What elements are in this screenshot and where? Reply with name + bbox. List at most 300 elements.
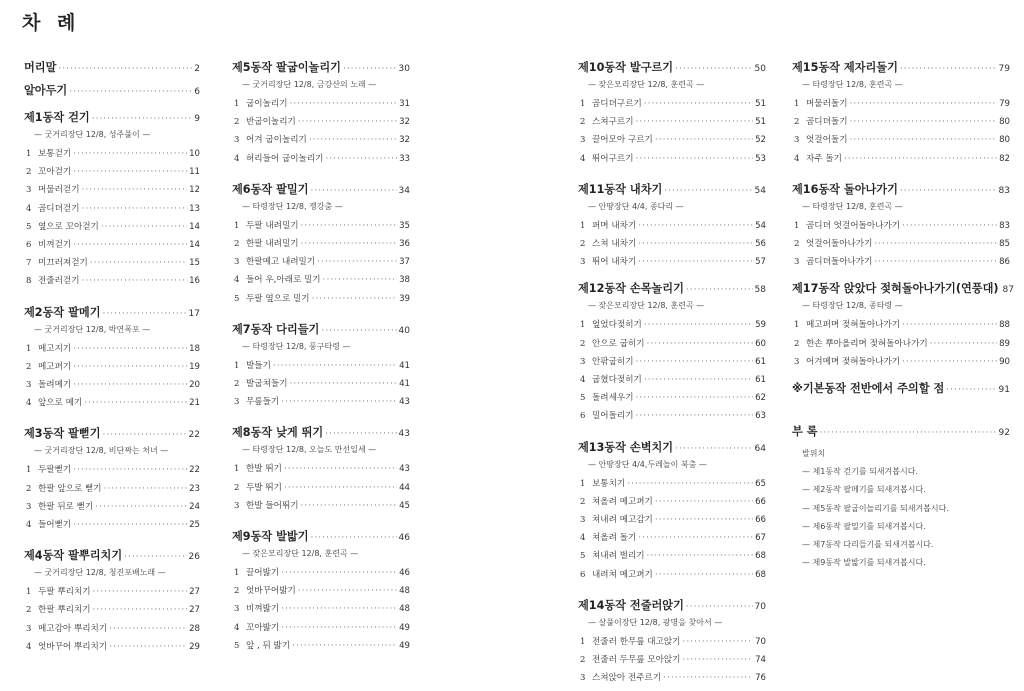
page-number: 20 (189, 380, 200, 391)
entry-number: 1 (234, 568, 240, 579)
page-number: 22 (189, 465, 200, 476)
page-number: 66 (755, 515, 766, 526)
toc-entry (26, 236, 200, 254)
toc-entry (580, 335, 766, 353)
dot-leader (675, 441, 752, 457)
page-number: 6 (194, 87, 200, 97)
toc-chapter-heading (578, 60, 766, 77)
entry-title: 발들기 (246, 360, 271, 371)
page-number: 67 (755, 533, 766, 544)
toc-chapter-heading (792, 424, 1010, 441)
toc-section (792, 182, 1010, 272)
entry-title: 발굽쳐들기 (246, 379, 288, 390)
page-number: 92 (998, 428, 1010, 439)
entry-number: 3 (580, 515, 586, 526)
toc-entry (580, 407, 766, 425)
entry-title: 곱디뎌 엇걸어돌아나가기 (806, 220, 901, 231)
toc-entry (580, 113, 766, 131)
page-number: 29 (189, 641, 200, 652)
entry-number: 5 (234, 293, 240, 304)
dot-leader (301, 217, 398, 235)
page-number: 32 (399, 135, 410, 146)
page-number: 68 (755, 569, 766, 580)
entry-number: 2 (580, 496, 586, 507)
toc-entry (26, 516, 200, 534)
toc-entry (794, 353, 1010, 371)
page-number: 35 (399, 220, 410, 231)
entry-number: 2 (234, 482, 240, 493)
entry-number: 1 (26, 343, 32, 354)
entry-number: 3 (580, 257, 586, 268)
page-number: 61 (755, 375, 766, 386)
page-number: 79 (999, 99, 1010, 109)
dot-leader (312, 290, 397, 308)
toc-entry (580, 389, 766, 407)
entry-number: 3 (26, 501, 32, 512)
entry-number: 7 (26, 258, 32, 269)
dot-leader (58, 61, 192, 77)
toc-entry (234, 582, 410, 600)
toc-section (792, 281, 1014, 371)
page-number: 37 (399, 257, 410, 268)
entry-number: 1 (794, 220, 800, 231)
entry-title: 뛰어구르기 (592, 153, 634, 164)
page-number: 83 (998, 185, 1010, 196)
toc-entry (234, 95, 410, 113)
toc-chapter-heading (578, 281, 766, 298)
toc-entry (794, 95, 1010, 113)
entry-number: 1 (794, 99, 800, 109)
toc-entry (580, 95, 766, 113)
dot-leader (73, 163, 187, 181)
chapter-title: 부 록 (792, 425, 818, 439)
entry-number: 3 (794, 135, 800, 146)
entry-number: 3 (26, 623, 32, 634)
entry-title: 끌어모아 구르기 (592, 135, 653, 146)
page-number: 49 (399, 640, 410, 651)
entry-number: 5 (580, 551, 586, 562)
toc-entry (580, 235, 766, 253)
entry-number: 3 (234, 135, 240, 146)
chapter-title: 제5동작 팔굽이놀리기 (232, 61, 341, 74)
entry-number: 1 (234, 360, 240, 371)
entry-number: 3 (580, 135, 586, 146)
dot-leader (663, 669, 753, 687)
toc-entry (234, 460, 410, 478)
chapter-subtitle: — 타령장단 12/8, 쟁강춤 — (242, 201, 343, 211)
dot-leader (82, 272, 188, 290)
dot-leader (655, 131, 753, 149)
dot-leader (109, 638, 187, 656)
toc-entry (26, 583, 200, 601)
dot-leader (281, 619, 397, 637)
page-number: 28 (189, 623, 200, 634)
entry-title: 비껴걷기 (38, 240, 72, 251)
entry-title: 엇바꾸어밟기 (246, 586, 296, 597)
entry-title: 앞 , 뒤 밟기 (246, 640, 291, 651)
dot-leader (298, 113, 397, 131)
chapter-title: 머리말 (24, 61, 57, 74)
toc-entry (26, 480, 200, 498)
entry-title: 어겨메며 젖혀돌아나가기 (806, 356, 901, 367)
toc-entry (580, 529, 766, 547)
toc-entry (794, 335, 1010, 353)
entry-number: 2 (26, 605, 32, 616)
dot-leader (93, 583, 188, 601)
dot-leader (325, 426, 396, 442)
page-number: 63 (755, 411, 766, 422)
page-number: 38 (399, 275, 410, 286)
toc-entry (26, 638, 200, 656)
dot-leader (655, 493, 753, 511)
chapter-subtitle: — 굿거리장단 12/8, 성주풀이 — (34, 130, 151, 139)
entry-title: 한팔 뒤로 뻗기 (38, 501, 94, 512)
dot-leader (124, 549, 186, 565)
chapter-subtitle: — 타령장단 12/8, 종타령 — (802, 301, 903, 311)
page-number: 48 (399, 604, 410, 615)
entry-number: 2 (580, 338, 586, 349)
dot-leader (93, 601, 188, 619)
toc-chapter-heading (232, 529, 410, 546)
toc-section (24, 110, 200, 291)
page-number: 61 (755, 356, 766, 367)
chapter-subtitle: — 타령장단 12/8, 오늘도 만선일세 — (242, 445, 377, 455)
page-number: 54 (755, 220, 766, 231)
toc-entry (580, 566, 766, 584)
entry-number: 2 (234, 239, 240, 250)
toc-entry (580, 547, 766, 565)
dot-leader (73, 376, 187, 394)
entry-title: 꼬아밟기 (246, 622, 280, 633)
entry-number: 1 (580, 220, 586, 231)
entry-number: 4 (580, 533, 586, 544)
page-number: 79 (998, 64, 1010, 74)
chapter-title: 제1동작 걷기 (24, 111, 90, 124)
dot-leader (820, 425, 997, 441)
toc-chapter-heading (232, 425, 410, 442)
entry-title: 어겨 굽이놀리기 (246, 135, 307, 146)
toc-section (578, 440, 766, 584)
toc-chapter-heading (792, 60, 1010, 77)
page-number: 43 (398, 429, 410, 440)
entry-number: 3 (794, 356, 800, 367)
chapter-title: 제17동작 앉았다 젖혀돌아나가기(연풍대) (792, 282, 999, 296)
page-number: 30 (398, 64, 410, 74)
entry-number: 2 (234, 379, 240, 390)
entry-title: 메고지기 (38, 343, 72, 354)
page-number: 18 (189, 343, 200, 354)
dot-leader (644, 316, 753, 334)
toc-chapter-heading (24, 83, 200, 100)
dot-leader (90, 254, 187, 272)
entry-title: 무릎들기 (246, 397, 280, 408)
dot-leader (101, 218, 187, 236)
dot-leader (292, 637, 397, 655)
page-number: 48 (399, 586, 410, 597)
toc-entry (26, 376, 200, 394)
page-number: 54 (754, 185, 766, 196)
toc-chapter-heading (24, 548, 200, 565)
dot-leader (850, 131, 998, 149)
dot-leader (84, 394, 187, 412)
toc-entry (580, 511, 766, 529)
entry-number: 3 (580, 673, 586, 684)
dot-leader (850, 95, 998, 113)
entry-title: 옆으로 꼬아걷기 (38, 221, 99, 232)
dot-leader (82, 181, 188, 199)
dot-leader (636, 389, 754, 407)
toc-section (24, 305, 200, 413)
toc-entry (234, 217, 410, 235)
entry-number: 1 (580, 320, 586, 331)
dot-leader (103, 306, 187, 322)
entry-number: 5 (234, 640, 240, 651)
toc-section (232, 60, 410, 168)
entry-title: 돌려메기 (38, 380, 72, 391)
page-number: 34 (398, 185, 410, 196)
dot-leader (902, 353, 997, 371)
page-number: 32 (399, 117, 410, 128)
chapter-title: 제10동작 발구르기 (578, 61, 674, 74)
dot-leader (73, 358, 187, 376)
toc-entry (234, 479, 410, 497)
chapter-title: 제9동작 발밟기 (232, 530, 309, 544)
toc-entry (234, 497, 410, 515)
toc-column-1 (24, 60, 200, 656)
page-number: 21 (189, 398, 200, 409)
dot-leader (655, 511, 753, 529)
entry-number: 4 (234, 275, 240, 286)
entry-title: 한발 뛰기 (246, 464, 282, 475)
toc-section (232, 322, 410, 412)
chapter-subtitle: — 잦은모리장단 12/8, 훈련곡 — (588, 80, 705, 89)
page-number: 16 (189, 276, 200, 287)
entry-title: 미끄러져걷기 (38, 258, 88, 269)
dot-leader (636, 353, 754, 371)
entry-number: 1 (26, 587, 32, 598)
dot-leader (73, 516, 187, 534)
toc-entry (234, 290, 410, 308)
page-number: 45 (399, 500, 410, 511)
toc-entry (794, 235, 1010, 253)
dot-leader (902, 217, 997, 235)
toc-section (792, 60, 1010, 168)
toc-entry (234, 150, 410, 168)
entry-title: 곱디뎌돌기 (806, 117, 848, 128)
dot-leader (317, 253, 397, 271)
toc-entry (234, 131, 410, 149)
entry-title: 비껴밟기 (246, 604, 280, 615)
dot-leader (638, 529, 753, 547)
page-number: 27 (189, 605, 200, 616)
entry-title: 보통걷기 (38, 149, 72, 159)
toc-entry (26, 620, 200, 638)
dot-leader (95, 498, 187, 516)
entry-title: 반굽이놀리기 (246, 117, 296, 128)
entry-title: 전줄러 한무릎 대고앉기 (592, 636, 681, 647)
toc-chapter-heading (24, 110, 200, 127)
dot-leader (655, 566, 753, 584)
appendix-entry: — 제6동작 팔밀기를 되새겨봅시다. (802, 521, 926, 531)
dot-leader (647, 335, 754, 353)
page-number: 62 (755, 393, 766, 404)
dot-leader (273, 357, 397, 375)
toc-entry (794, 253, 1010, 271)
entry-number: 3 (234, 257, 240, 268)
chapter-title: 제14동작 전줄러앉기 (578, 598, 684, 612)
toc-section (578, 60, 766, 168)
entry-title: 한팔 내려밀기 (246, 239, 299, 250)
entry-number: 3 (794, 257, 800, 268)
page-number: 23 (189, 483, 200, 494)
entry-number: 2 (234, 117, 240, 128)
entry-number: 1 (234, 99, 240, 109)
entry-title: 쳐올려 돌기 (592, 533, 637, 544)
page-number: 24 (189, 501, 200, 512)
entry-number: 5 (580, 393, 586, 404)
entry-number: 1 (580, 99, 586, 109)
toc-entry (580, 353, 766, 371)
chapter-subtitle: — 안땅장단 4/4, 종다리 — (588, 201, 684, 211)
toc-section (792, 381, 1010, 398)
chapter-title: 제4동작 팔뿌리치기 (24, 549, 123, 563)
page-number: 89 (999, 338, 1010, 349)
dot-leader (290, 375, 398, 393)
dot-leader (69, 84, 192, 100)
toc-section (792, 445, 1010, 572)
page-number: 39 (399, 293, 410, 304)
page-number: 26 (188, 552, 200, 563)
toc-entry (26, 218, 200, 236)
page-number: 33 (399, 153, 410, 164)
toc-chapter-heading (792, 381, 1010, 398)
dot-leader (874, 235, 997, 253)
dot-leader (644, 371, 753, 389)
chapter-subtitle: — 잦은모리장단 12/8, 훈련곡 — (242, 549, 359, 559)
chapter-title: ※기본동작 전반에서 주의할 점 (792, 382, 945, 396)
dot-leader (311, 530, 397, 546)
entry-title: 자주 돌기 (806, 153, 842, 164)
page-number: 87 (1002, 285, 1014, 296)
chapter-subtitle: — 잦은모리장단 12/8, 훈련곡 — (588, 301, 705, 311)
toc-entry (26, 163, 200, 181)
chapter-title: 제12동작 손목놀리기 (578, 282, 684, 296)
toc-section (578, 281, 766, 425)
chapter-title: 제15동작 제자리돌기 (792, 61, 898, 74)
entry-title: 곱디뎌걷기 (38, 203, 80, 214)
toc-entry (26, 272, 200, 290)
page-number: 58 (754, 285, 766, 296)
entry-title: 곱디뎌돌아나가기 (806, 257, 873, 268)
dot-leader (946, 382, 996, 398)
chapter-title: 제2동작 팔메기 (24, 305, 101, 319)
entry-title: 밀어돌리기 (592, 411, 634, 422)
page-number: 10 (189, 149, 200, 159)
entry-title: 쳐내려 메고감기 (592, 515, 653, 526)
entry-title: 돌려세우기 (592, 393, 634, 404)
page-number: 57 (755, 257, 766, 268)
toc-section (24, 426, 200, 534)
dot-leader (636, 113, 754, 131)
page-number: 31 (399, 99, 410, 109)
toc-entry (234, 113, 410, 131)
entry-number: 3 (234, 604, 240, 615)
entry-title: 안팎굽히기 (592, 356, 634, 367)
dot-leader (930, 335, 997, 353)
page-number: 14 (189, 240, 200, 251)
page-number: 80 (999, 135, 1010, 146)
entry-number: 1 (26, 149, 32, 159)
entry-number: 4 (234, 153, 240, 164)
toc-column-3 (578, 60, 766, 687)
entry-number: 2 (234, 586, 240, 597)
dot-leader (73, 461, 187, 479)
dot-leader (321, 323, 396, 339)
page-number: 51 (755, 117, 766, 128)
page-number: 13 (189, 203, 200, 214)
toc-entry (794, 113, 1010, 131)
entry-number: 3 (234, 500, 240, 511)
entry-number: 2 (580, 239, 586, 250)
toc-entry (234, 271, 410, 289)
toc-section (24, 548, 200, 656)
toc-entry (794, 150, 1010, 168)
toc-entry (234, 235, 410, 253)
toc-entry (794, 316, 1010, 334)
page-number: 91 (998, 385, 1010, 396)
chapter-title: 제7동작 다리들기 (232, 322, 320, 336)
toc-entry (580, 217, 766, 235)
dot-leader (301, 235, 398, 253)
entry-title: 엇걸어돌기 (806, 135, 848, 146)
page-number: 43 (399, 397, 410, 408)
toc-entry (580, 316, 766, 334)
entry-title: 한발 들어뛰기 (246, 500, 299, 511)
toc-entry (234, 564, 410, 582)
toc-entry (794, 131, 1010, 149)
page-number: 44 (399, 482, 410, 493)
entry-title: 전줄러 두무릎 모아앉기 (592, 655, 681, 666)
toc-chapter-heading (24, 60, 200, 77)
chapter-subtitle: — 굿거리장단 12/8, 청진포배노래 — (34, 568, 166, 578)
entry-number: 4 (26, 641, 32, 652)
entry-title: 쳐내려 벌리기 (592, 551, 645, 562)
toc-section (578, 598, 766, 688)
toc-entry (26, 254, 200, 272)
dot-leader (664, 183, 752, 199)
dot-leader (647, 547, 754, 565)
entry-title: 안으로 굽히기 (592, 338, 645, 349)
dot-leader (284, 460, 397, 478)
entry-title: 허리들어 굽이놀리기 (246, 153, 324, 164)
entry-title: 꼬아걷기 (38, 167, 72, 178)
toc-entry (26, 394, 200, 412)
toc-entry (580, 150, 766, 168)
dot-leader (284, 479, 397, 497)
entry-title: 엇바꾸어 뿌리치기 (38, 641, 108, 652)
toc-section (232, 425, 410, 515)
toc-entry (26, 358, 200, 376)
chapter-title: 제6동작 팔밀기 (232, 182, 309, 196)
entry-number: 2 (794, 117, 800, 128)
page-number: 11 (189, 167, 200, 178)
page-number: 51 (755, 99, 766, 109)
entry-number: 5 (26, 221, 32, 232)
dot-leader (638, 235, 753, 253)
entry-number: 2 (580, 655, 586, 666)
toc-entry (234, 393, 410, 411)
toc-chapter-heading (792, 281, 1014, 298)
